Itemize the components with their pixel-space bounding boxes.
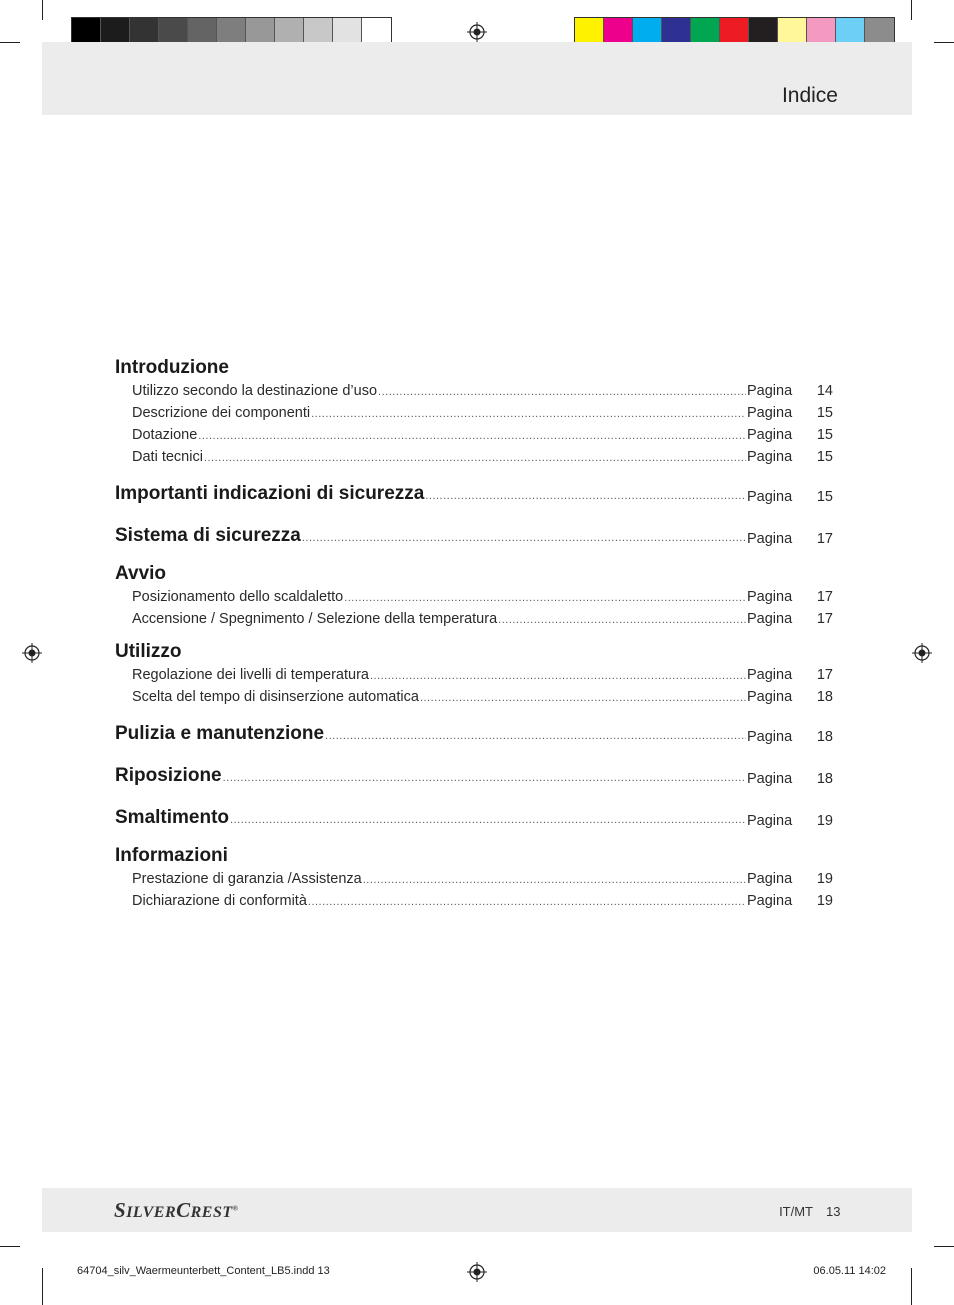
crop-mark xyxy=(934,42,954,43)
page-number: 17 xyxy=(816,531,833,547)
toc-entry-main[interactable] xyxy=(115,760,833,792)
page-word: Pagina xyxy=(747,813,793,829)
crop-mark xyxy=(934,1246,954,1247)
toc-entry-label: Dichiarazione di conformità xyxy=(132,893,307,909)
toc-section-pulizia xyxy=(115,718,833,750)
registration-mark-icon xyxy=(912,643,932,663)
page-number: 15 xyxy=(816,489,833,505)
leader-dots xyxy=(198,425,746,447)
page-number: 19 xyxy=(816,813,833,829)
toc-section-avvio xyxy=(115,562,833,630)
page-word: Pagina xyxy=(747,611,793,627)
silvercrest-logo xyxy=(114,1198,238,1223)
page-number: 19 xyxy=(816,871,833,887)
page-word: Pagina xyxy=(747,893,793,909)
toc-section-utilizzo xyxy=(115,640,833,708)
toc-entry-label: Riposizione xyxy=(115,765,222,786)
toc-entry-label: Accensione / Spegnimento / Selezione della temperatura xyxy=(132,611,498,627)
logo-letters: ILVER xyxy=(126,1204,177,1221)
toc-entry[interactable] xyxy=(115,890,833,912)
page-number: 15 xyxy=(816,405,833,421)
section-title: Utilizzo xyxy=(115,641,182,662)
toc-entry[interactable] xyxy=(115,424,833,446)
page-word: Pagina xyxy=(747,427,793,443)
toc-entry-label: Descrizione dei componenti xyxy=(132,405,311,421)
toc-entry[interactable] xyxy=(115,446,833,468)
page-number: 17 xyxy=(816,667,833,683)
leader-dots xyxy=(425,480,746,512)
toc-entry-label: Smaltimento xyxy=(115,807,230,828)
leader-dots xyxy=(370,665,746,687)
page-word: Pagina xyxy=(747,531,793,547)
leader-dots xyxy=(498,609,746,631)
leader-dots xyxy=(378,381,746,403)
page-number: 15 xyxy=(816,427,833,443)
page-number: 15 xyxy=(816,449,833,465)
slug-date: 06.05.11 14:02 xyxy=(813,1265,886,1277)
page-word: Pagina xyxy=(747,589,793,605)
leader-dots xyxy=(420,687,746,709)
page-title: Indice xyxy=(781,84,838,107)
slug-filename: 64704_silv_Waermeunterbett_Content_LB5.indd 13 xyxy=(77,1265,330,1277)
page-word: Pagina xyxy=(747,729,793,745)
toc-entry[interactable] xyxy=(115,868,833,890)
page-word: Pagina xyxy=(747,871,793,887)
footer-locale: IT/MT xyxy=(779,1204,813,1219)
footer-page-number: 13 xyxy=(826,1204,841,1219)
toc-entry[interactable] xyxy=(115,608,833,630)
leader-dots xyxy=(363,869,746,891)
toc-section-introduzione xyxy=(115,356,833,468)
toc-entry-label: Scelta del tempo di disinserzione automatica xyxy=(132,689,419,705)
table-of-contents xyxy=(115,356,833,922)
crop-mark xyxy=(911,0,912,20)
section-title: Avvio xyxy=(115,563,167,584)
toc-section-informazioni xyxy=(115,844,833,912)
page-word: Pagina xyxy=(747,771,793,787)
page-number: 19 xyxy=(816,893,833,909)
toc-entry-main[interactable] xyxy=(115,520,833,552)
page-word: Pagina xyxy=(747,449,793,465)
registration-mark-icon xyxy=(22,643,42,663)
toc-section-sistema-sicurezza xyxy=(115,520,833,552)
page-number: 17 xyxy=(816,589,833,605)
crop-mark xyxy=(42,0,43,20)
leader-dots xyxy=(311,403,746,425)
toc-entry-main[interactable] xyxy=(115,718,833,750)
page-word: Pagina xyxy=(747,667,793,683)
leader-dots xyxy=(223,762,746,794)
toc-entry[interactable] xyxy=(115,664,833,686)
toc-entry-main[interactable] xyxy=(115,802,833,834)
registered-mark: ® xyxy=(232,1204,239,1213)
leader-dots xyxy=(325,720,746,752)
toc-entry-label: Sistema di sicurezza xyxy=(115,525,301,546)
leader-dots xyxy=(204,447,746,469)
leader-dots xyxy=(308,891,746,913)
leader-dots xyxy=(302,522,746,554)
page-number: 14 xyxy=(816,383,833,399)
toc-section-riposizione xyxy=(115,760,833,792)
page-number: 17 xyxy=(816,611,833,627)
toc-entry-label: Utilizzo secondo la destinazione d’uso xyxy=(132,383,378,399)
toc-entry[interactable] xyxy=(115,586,833,608)
toc-entry[interactable] xyxy=(115,402,833,424)
page-word: Pagina xyxy=(747,405,793,421)
page-number: 18 xyxy=(816,689,833,705)
toc-entry-label: Dati tecnici xyxy=(132,449,203,465)
logo-letters: REST xyxy=(190,1204,233,1221)
toc-entry[interactable] xyxy=(115,686,833,708)
logo-letter: C xyxy=(176,1198,191,1222)
page-word: Pagina xyxy=(747,383,793,399)
page-number: 18 xyxy=(816,771,833,787)
page-word: Pagina xyxy=(747,489,793,505)
leader-dots xyxy=(344,587,746,609)
section-title: Informazioni xyxy=(115,845,228,866)
toc-section-sicurezza xyxy=(115,478,833,510)
registration-mark-icon xyxy=(467,1262,487,1282)
toc-entry[interactable] xyxy=(115,380,833,402)
leader-dots xyxy=(230,804,746,836)
crop-mark xyxy=(42,1268,43,1305)
toc-entry-label: Importanti indicazioni di sicurezza xyxy=(115,483,425,504)
toc-entry-main[interactable] xyxy=(115,478,833,510)
crop-mark xyxy=(0,42,20,43)
crop-mark xyxy=(0,1246,20,1247)
toc-entry-label: Pulizia e manutenzione xyxy=(115,723,325,744)
toc-entry-label: Dotazione xyxy=(132,427,198,443)
toc-entry-label: Prestazione di garanzia /Assistenza xyxy=(132,871,362,887)
logo-letter: S xyxy=(114,1198,127,1222)
section-title: Introduzione xyxy=(115,357,229,378)
toc-section-smaltimento xyxy=(115,802,833,834)
page-number: 18 xyxy=(816,729,833,745)
registration-mark-icon xyxy=(467,22,487,42)
toc-entry-label: Posizionamento dello scaldaletto xyxy=(132,589,344,605)
page-word: Pagina xyxy=(747,689,793,705)
toc-entry-label: Regolazione dei livelli di temperatura xyxy=(132,667,369,683)
crop-mark xyxy=(911,1268,912,1305)
